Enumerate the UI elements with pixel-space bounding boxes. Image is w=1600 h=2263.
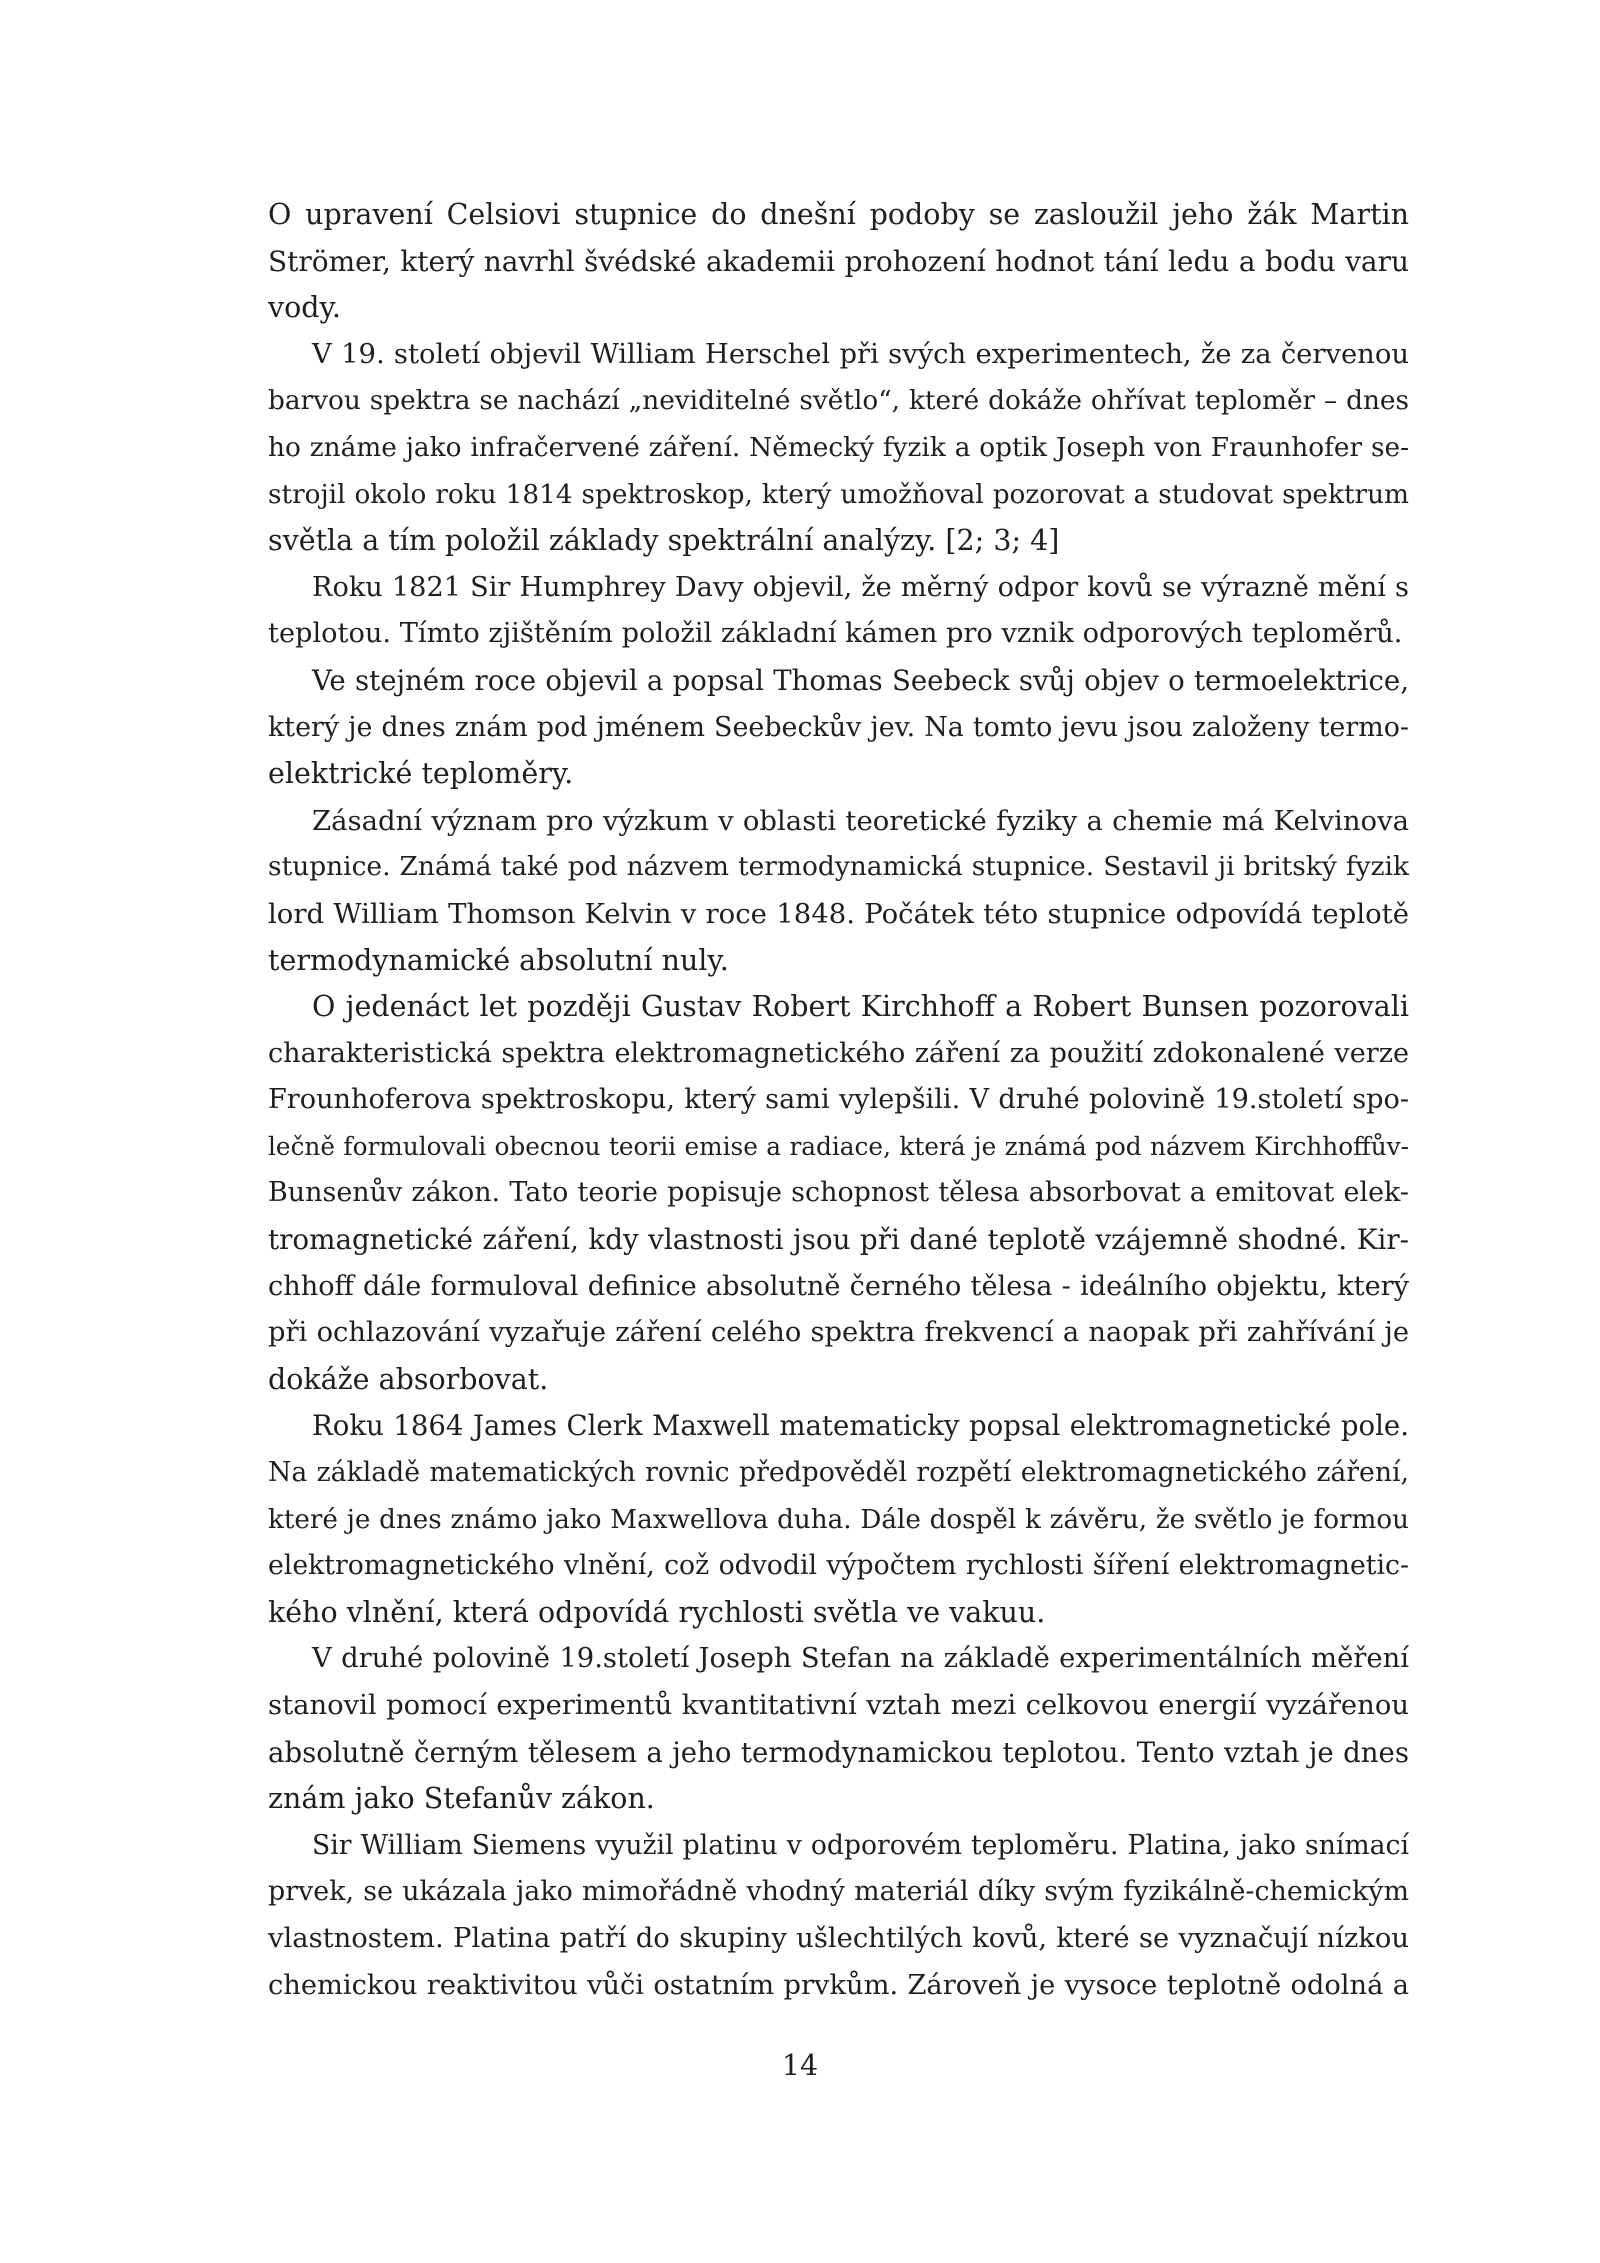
text-line: elektrické teploměry.: [268, 757, 574, 791]
text-line: V druhé polovině 19.století Joseph Stefan na základě experimentálních měření: [312, 1643, 1409, 1675]
text-line: termodynamické absolutní nuly.: [268, 943, 729, 977]
text-line: Strömer, který navrhl švédské akademii prohození hodnot tání ledu a bodu varu: [268, 244, 1409, 278]
text-line: chemickou reaktivitou vůči ostatním prvkům. Zároveň je vysoce teplotně odolná a: [268, 1969, 1409, 2001]
text-line: teplotou. Tímto zjištěním položil základní kámen pro vznik odporových teploměrů.: [268, 618, 1403, 650]
body-text: [268, 192, 1409, 2009]
text-line: O jedenáct let později Gustav Robert Kirchhoff a Robert Bunsen pozorovali: [312, 990, 1409, 1024]
text-line: vody.: [268, 291, 341, 325]
text-line: stanovil pomocí experimentů kvantitativní vztah mezi celkovou energií vyzářenou: [268, 1690, 1409, 1721]
text-line: Roku 1821 Sir Humphrey Davy objevil, že měrný odpor kovů se výrazně mění s: [312, 571, 1409, 603]
text-line: znám jako Stefanův zákon.: [268, 1782, 655, 1816]
text-line: ho známe jako infračervené záření. Německý fyzik a optik Joseph von Fraunhofer se-: [268, 432, 1409, 463]
text-line: Roku 1864 James Clerk Maxwell matematicky popsal elektromagnetické pole.: [312, 1409, 1409, 1443]
text-line: absolutně černým tělesem a jeho termodynamickou teplotou. Tento vztah je dnes: [268, 1735, 1409, 1769]
text-line: Sir William Siemens využil platinu v odporovém teploměru. Platina, jako snímací: [312, 1829, 1409, 1861]
text-line: lečně formulovali obecnou teorii emise a radiace, která je známá pod názvem Kirchhoffův-: [268, 1131, 1409, 1161]
text-line: které je dnes známo jako Maxwellova duha. Dále dospěl k závěru, že světlo je formou: [268, 1504, 1409, 1535]
text-line: stupnice. Známá také pod názvem termodynamická stupnice. Sestavil ji britský fyzik: [268, 851, 1409, 883]
text-line: charakteristická spektra elektromagnetického záření za použití zdokonalené verze: [268, 1037, 1409, 1069]
text-line: barvou spektra se nachází „neviditelné světlo“, které dokáže ohřívat teploměr – dnes: [268, 386, 1409, 417]
text-line: prvek, se ukázala jako mimořádně vhodný materiál díky svým fyzikálně-chemickým: [268, 1876, 1409, 1908]
text-line: tromagnetické záření, kdy vlastnosti jsou při dané teplotě vzájemně shodné. Kir-: [268, 1223, 1409, 1257]
text-line: Na základě matematických rovnic předpověděl rozpětí elektromagnetického záření,: [268, 1457, 1409, 1489]
text-line: V 19. století objevil William Herschel při svých experimentech, že za červenou: [312, 338, 1409, 370]
text-line: Bunsenův zákon. Tato teorie popisuje schopnost tělesa absorbovat a emitovat elek-: [268, 1177, 1409, 1209]
text-line: při ochlazování vyzařuje záření celého spektra frekvencí a naopak při zahřívání je: [268, 1317, 1409, 1349]
text-line: světla a tím položil základy spektrální analýzy. [2; 3; 4]: [268, 524, 1060, 558]
text-line: lord William Thomson Kelvin v roce 1848. Počátek této stupnice odpovídá teplotě: [268, 897, 1409, 930]
text-line: strojil okolo roku 1814 spektroskop, který umožňoval pozorovat a studovat spektrum: [268, 479, 1409, 510]
text-line: chhoff dále formuloval definice absolutně černého tělesa - ideálního objektu, který: [268, 1270, 1409, 1302]
page-number: 14: [781, 2049, 819, 2082]
text-line: který je dnes znám pod jménem Seebeckův jev. Na tomto jevu jsou založeny termo-: [268, 711, 1409, 743]
text-line: kého vlnění, která odpovídá rychlosti světla ve vakuu.: [268, 1595, 1046, 1629]
text-line: Frounhoferova spektroskopu, který sami vylepšili. V druhé polovině 19.století spo-: [268, 1084, 1409, 1116]
text-line: elektromagnetického vlnění, což odvodil výpočtem rychlosti šíření elektromagnetic-: [268, 1550, 1409, 1582]
text-line: O upravení Celsiovi stupnice do dnešní podoby se zasloužil jeho žák Martin: [268, 198, 1409, 231]
text-line: dokáže absorbovat.: [268, 1362, 549, 1396]
text-line: vlastnostem. Platina patří do skupiny ušlechtilých kovů, které se vyznačují nízkou: [268, 1922, 1409, 1954]
text-line: Zásadní význam pro výzkum v oblasti teoretické fyziky a chemie má Kelvinova: [312, 804, 1409, 837]
text-line: Ve stejném roce objevil a popsal Thomas Seebeck svůj objev o termoelektrice,: [312, 663, 1409, 697]
